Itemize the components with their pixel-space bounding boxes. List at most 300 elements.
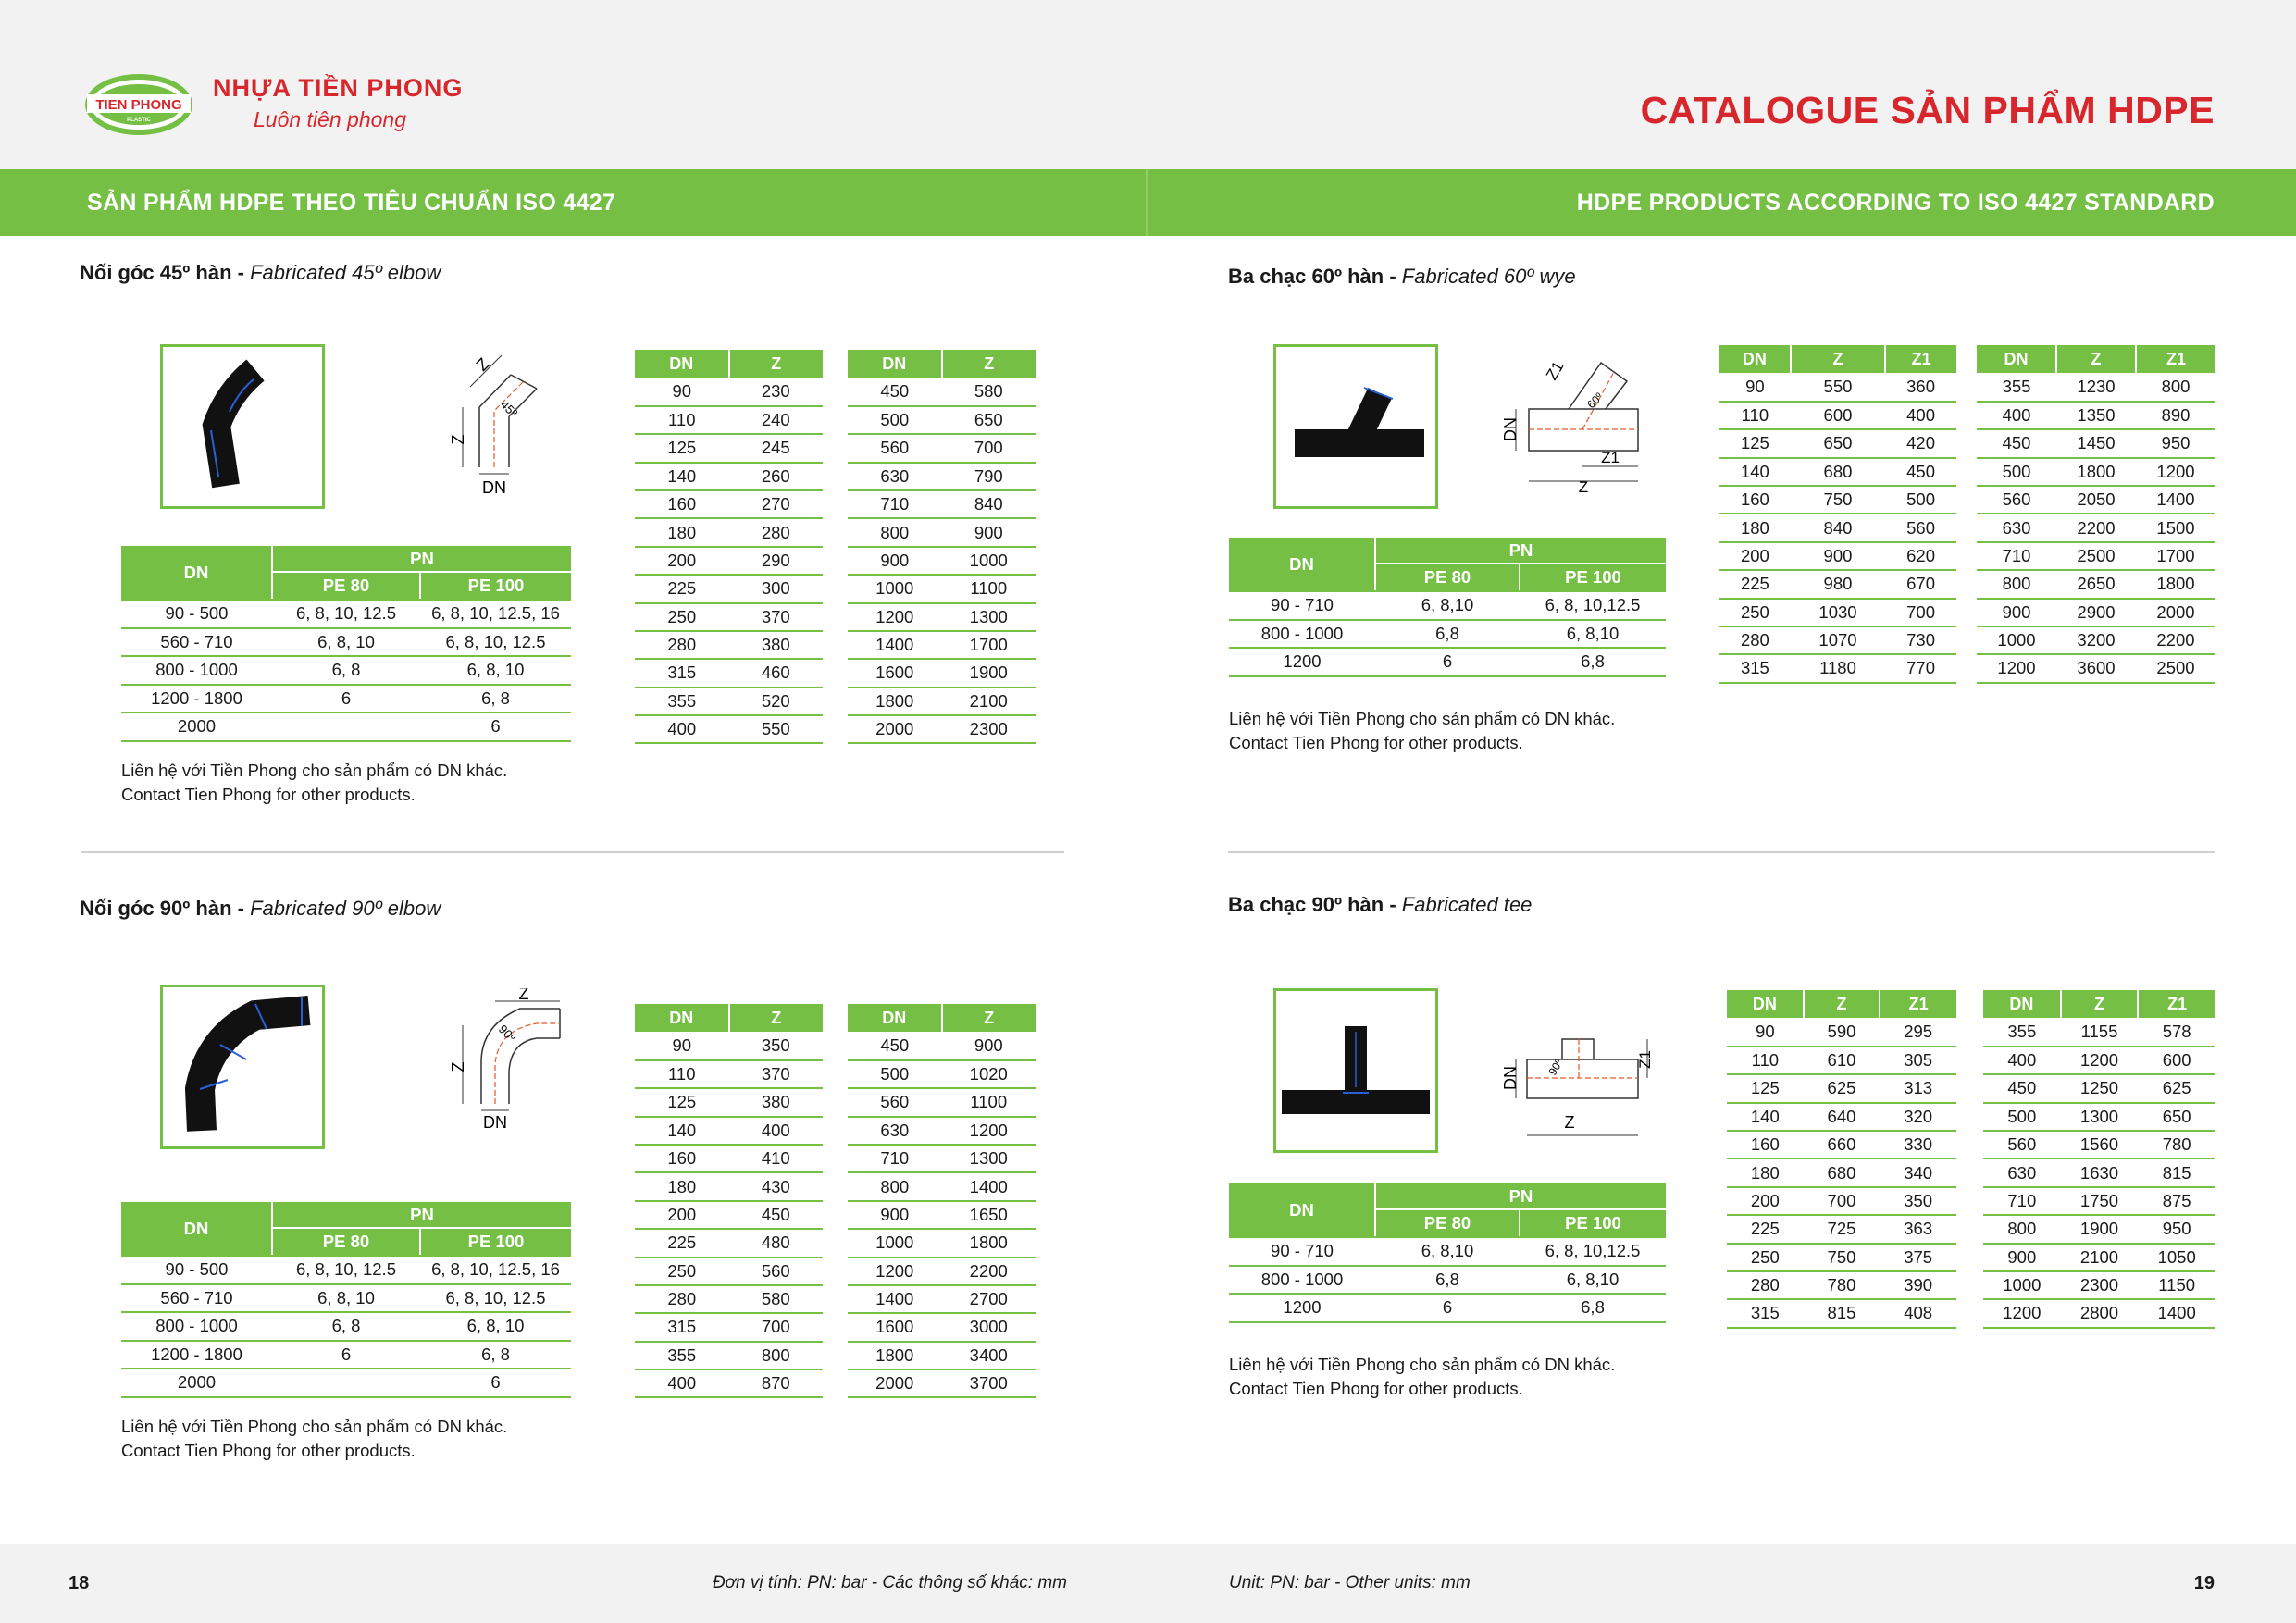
elbow90-title-vi: Nối góc 90º hàn -	[80, 897, 251, 920]
table-row	[1983, 1018, 2215, 1046]
table-cell: 1200	[1983, 1299, 2061, 1327]
table-cell: 680	[1791, 458, 1885, 486]
table-row	[121, 1369, 571, 1397]
table-cell: 90	[1719, 373, 1791, 401]
note-vi: Liên hệ với Tiền Phong cho sản phẩm có DN khác.	[1229, 709, 1616, 728]
table-cell: 90 - 710	[1229, 591, 1375, 620]
table-cell: 1300	[942, 603, 1036, 631]
table-cell: 560	[1885, 514, 1956, 541]
table-cell: 500	[848, 406, 942, 434]
table-cell: 725	[1804, 1215, 1880, 1243]
table-cell: 6,8	[1375, 620, 1520, 649]
table-cell: 125	[635, 434, 729, 462]
table-cell: 900	[942, 1032, 1036, 1059]
table-cell: 1400	[2136, 486, 2215, 514]
table-cell: 710	[848, 490, 942, 518]
table-row	[1727, 1299, 1956, 1327]
table-row	[1719, 542, 1956, 570]
table-cell: 630	[1983, 1158, 2061, 1186]
table-cell: 355	[635, 688, 729, 715]
table-cell: 800	[729, 1342, 824, 1369]
table-cell: 450	[1983, 1074, 2061, 1102]
tee90-angle-label: 90º	[1545, 1057, 1566, 1078]
table-cell: 800 - 1000	[121, 656, 272, 685]
table-cell: 700	[1804, 1187, 1880, 1215]
wye60-diagram	[1490, 344, 1657, 502]
table-cell: 6, 8, 10	[272, 628, 420, 657]
table-cell: 1900	[2061, 1215, 2139, 1243]
table-row	[121, 685, 571, 713]
table-cell: 363	[1880, 1215, 1956, 1243]
dzz-z-header: Z	[2061, 990, 2139, 1018]
table-cell: 315	[1719, 654, 1791, 682]
table-cell: 6	[272, 1341, 420, 1369]
table-cell: 670	[1885, 570, 1956, 598]
tee90-dzz-table-left	[1727, 990, 1956, 1329]
pe80-header: PE 80	[272, 572, 420, 600]
table-cell: 1100	[942, 575, 1036, 602]
table-cell: 6	[420, 1369, 571, 1397]
table-cell: 6, 8, 10	[420, 656, 571, 685]
dz-z-header: Z	[729, 350, 824, 378]
table-cell: 375	[1880, 1244, 1956, 1271]
table-cell: 2200	[2056, 514, 2136, 541]
table-cell: 6	[420, 712, 571, 741]
table-cell: 590	[1804, 1018, 1880, 1046]
table-row	[1719, 599, 1956, 626]
catalog-title: CATALOGUE SẢN PHẨM HDPE	[1640, 89, 2215, 131]
elbow90-dz-table-right	[848, 1004, 1036, 1398]
table-cell: 400	[1983, 1047, 2061, 1074]
table-cell: 6, 8, 10, 12.5	[272, 600, 420, 628]
table-cell: 400	[635, 715, 729, 743]
table-row	[1983, 1074, 2215, 1102]
table-cell: 1030	[1791, 599, 1885, 626]
table-row	[848, 1117, 1036, 1145]
table-row	[635, 1369, 823, 1397]
table-cell: 90	[635, 378, 729, 405]
table-cell: 355	[1977, 373, 2056, 401]
table-cell: 2000	[848, 715, 942, 743]
table-cell: 450	[1977, 429, 2056, 457]
table-cell: 800 - 1000	[1229, 1266, 1375, 1295]
table-cell: 480	[729, 1229, 824, 1257]
dzz-dn-header: DN	[1727, 990, 1804, 1018]
table-row	[121, 628, 571, 657]
pe100-header: PE 100	[420, 572, 571, 600]
pn-dn-header: DN	[1229, 1183, 1375, 1237]
pe100-header: PE 100	[1520, 1209, 1666, 1237]
table-row	[848, 463, 1036, 490]
table-row	[635, 378, 823, 405]
tee90-title-en: Fabricated tee	[1401, 893, 1533, 916]
table-row	[1719, 570, 1956, 598]
table-cell: 450	[1885, 458, 1956, 486]
table-cell: 1180	[1791, 654, 1885, 682]
tee90-z1-label: Z1	[1636, 1050, 1654, 1069]
table-row	[121, 1284, 571, 1313]
table-cell: 630	[848, 1117, 942, 1145]
table-row	[848, 1032, 1036, 1059]
table-cell: 500	[848, 1060, 942, 1088]
elbow90-pn-table	[121, 1202, 571, 1398]
table-cell: 1000	[848, 575, 942, 602]
elbow45-title	[80, 261, 441, 285]
wye60-title-en: Fabricated 60º wye	[1401, 265, 1576, 288]
table-row	[121, 1341, 571, 1369]
table-cell: 260	[729, 463, 824, 490]
table-cell: 400	[729, 1117, 824, 1145]
wye60-z1-top-label: Z1	[1543, 358, 1568, 383]
table-row	[1229, 1266, 1666, 1295]
table-cell: 1200	[1229, 1294, 1375, 1322]
table-cell: 1020	[942, 1060, 1036, 1088]
table-cell: 1650	[942, 1201, 1036, 1229]
table-row	[1719, 486, 1956, 514]
table-row	[635, 406, 823, 434]
table-row	[635, 490, 823, 518]
footer-band	[0, 1544, 2296, 1623]
table-row	[848, 603, 1036, 631]
table-row	[1727, 1018, 1956, 1046]
table-cell: 560	[1983, 1131, 2061, 1158]
table-cell: 730	[1885, 626, 1956, 654]
table-cell: 1400	[848, 1285, 942, 1313]
table-cell: 900	[848, 547, 942, 575]
table-cell: 295	[1880, 1018, 1956, 1046]
dzz-z1-header: Z1	[1880, 990, 1956, 1018]
table-cell: 430	[729, 1172, 824, 1200]
note-en: Contact Tien Phong for other products.	[1229, 1379, 1523, 1398]
table-cell: 250	[635, 603, 729, 631]
table-cell: 1200	[942, 1117, 1036, 1145]
table-cell: 3400	[942, 1342, 1036, 1369]
table-row	[1727, 1047, 1956, 1074]
table-cell: 140	[635, 463, 729, 490]
table-row	[848, 1313, 1036, 1341]
page-number-right: 19	[2193, 1573, 2215, 1593]
elbow45-product-icon	[163, 347, 322, 506]
elbow45-pn-table	[121, 546, 571, 742]
table-cell: 125	[1719, 429, 1791, 457]
table-cell: 160	[635, 1145, 729, 1172]
table-cell: 1600	[848, 659, 942, 687]
table-cell: 1800	[848, 1342, 942, 1369]
elbow45-z-label-top: Z	[472, 353, 493, 375]
table-cell: 90	[1727, 1018, 1804, 1046]
table-row	[635, 575, 823, 602]
table-cell: 180	[635, 1172, 729, 1200]
table-cell: 620	[1885, 542, 1956, 570]
table-cell: 900	[848, 1201, 942, 1229]
table-cell: 2000	[121, 712, 272, 741]
table-cell: 1700	[2136, 542, 2215, 570]
table-row	[635, 1285, 823, 1313]
table-cell: 110	[1719, 402, 1791, 429]
table-row	[1727, 1244, 1956, 1271]
table-row	[848, 547, 1036, 575]
table-cell: 160	[1719, 486, 1791, 514]
dz-z-header: Z	[942, 350, 1036, 378]
elbow45-dz-table-left	[635, 350, 823, 744]
table-cell: 680	[1804, 1158, 1880, 1186]
dzz-z-header: Z	[2056, 345, 2136, 373]
pn-header: PN	[272, 546, 571, 572]
table-cell: 700	[729, 1313, 824, 1341]
table-cell: 90	[635, 1032, 729, 1059]
table-row	[848, 715, 1036, 743]
pe100-header: PE 100	[420, 1228, 571, 1256]
tien-phong-logo-icon	[83, 72, 194, 137]
table-cell: 1070	[1791, 626, 1885, 654]
table-cell: 200	[635, 547, 729, 575]
page-number-left: 18	[68, 1573, 90, 1593]
unit-note-en: Unit: PN: bar - Other units: mm	[1229, 1573, 1471, 1592]
table-row	[848, 434, 1036, 462]
dz-dn-header: DN	[848, 1004, 942, 1032]
table-cell: 2500	[2136, 654, 2215, 682]
table-row	[1977, 373, 2215, 401]
table-cell: 580	[942, 378, 1036, 405]
table-cell: 240	[729, 406, 824, 434]
table-cell: 660	[1804, 1131, 1880, 1158]
table-row	[121, 600, 571, 628]
table-cell: 580	[729, 1285, 824, 1313]
table-row	[121, 1256, 571, 1284]
table-cell: 840	[1791, 514, 1885, 541]
table-row	[635, 1313, 823, 1341]
table-row	[635, 603, 823, 631]
wye60-z1-label: Z1	[1601, 449, 1620, 466]
dzz-dn-header: DN	[1719, 345, 1791, 373]
table-cell: 2000	[121, 1369, 272, 1397]
table-cell: 2000	[2136, 599, 2215, 626]
table-cell: 460	[729, 659, 824, 687]
table-cell: 160	[1727, 1131, 1804, 1158]
table-cell: 800	[2136, 373, 2215, 401]
table-cell: 305	[1880, 1047, 1956, 1074]
table-cell: 225	[635, 575, 729, 602]
table-cell: 1200	[848, 603, 942, 631]
table-cell: 3200	[2056, 626, 2136, 654]
elbow90-angle-label: 90º	[495, 1022, 519, 1045]
table-row	[848, 1285, 1036, 1313]
table-cell: 750	[1804, 1244, 1880, 1271]
table-cell: 1200	[1229, 648, 1375, 676]
table-row	[848, 1145, 1036, 1172]
table-cell: 140	[635, 1117, 729, 1145]
table-cell: 180	[1727, 1158, 1804, 1186]
table-cell: 1250	[2061, 1074, 2139, 1102]
table-row	[848, 490, 1036, 518]
table-row	[635, 1117, 823, 1145]
tee90-title	[1228, 893, 1532, 917]
logo-text: TIEN PHONG	[95, 97, 182, 113]
table-cell: 630	[848, 463, 942, 490]
table-row	[1719, 429, 1956, 457]
table-cell: 110	[1727, 1047, 1804, 1074]
table-cell: 250	[1727, 1244, 1804, 1271]
table-cell: 1400	[2138, 1299, 2215, 1327]
table-row	[848, 1172, 1036, 1200]
table-cell	[272, 1369, 420, 1397]
table-cell: 6, 8, 10, 12.5	[272, 1256, 420, 1284]
table-cell: 1155	[2061, 1018, 2139, 1046]
table-row	[635, 715, 823, 743]
wye60-z-label: Z	[1578, 478, 1589, 496]
table-cell: 1230	[2056, 373, 2136, 401]
table-cell: 710	[848, 1145, 942, 1172]
table-cell: 180	[1719, 514, 1791, 541]
pn-header: PN	[1375, 1183, 1666, 1209]
table-row	[1983, 1158, 2215, 1186]
elbow45-angle-label: 45º	[497, 397, 521, 420]
table-cell: 800 - 1000	[121, 1312, 272, 1341]
wye60-title-vi: Ba chạc 60º hàn -	[1228, 265, 1402, 288]
table-cell: 370	[729, 603, 824, 631]
table-row	[848, 1369, 1036, 1397]
table-row	[1229, 620, 1666, 649]
table-row	[848, 688, 1036, 715]
table-row	[1977, 599, 2215, 626]
table-row	[848, 659, 1036, 687]
table-cell: 800	[1983, 1215, 2061, 1243]
table-row	[1727, 1103, 1956, 1131]
table-cell: 315	[635, 1313, 729, 1341]
wye60-dzz-table-left	[1719, 345, 1956, 684]
table-cell: 450	[848, 378, 942, 405]
table-cell: 790	[942, 463, 1036, 490]
table-cell: 6, 8,10	[1520, 1266, 1666, 1295]
pe80-header: PE 80	[1375, 564, 1520, 591]
dz-z-header: Z	[729, 1004, 824, 1032]
table-cell: 140	[1719, 458, 1791, 486]
table-row	[848, 1060, 1036, 1088]
table-cell: 2200	[2136, 626, 2215, 654]
table-cell: 390	[1880, 1271, 1956, 1299]
table-cell: 800	[848, 518, 942, 546]
table-cell: 280	[635, 631, 729, 659]
table-row	[1719, 373, 1956, 401]
unit-note-vi: Đơn vị tính: PN: bar - Các thông số khác: mm	[712, 1573, 1067, 1592]
table-cell: 2200	[942, 1258, 1036, 1285]
table-cell: 1300	[942, 1145, 1036, 1172]
tee90-diagram	[1490, 1022, 1657, 1152]
table-row	[635, 1342, 823, 1369]
elbow90-product-icon	[163, 987, 322, 1146]
table-cell: 2300	[942, 715, 1036, 743]
table-cell: 625	[1804, 1074, 1880, 1102]
elbow90-dn-label: DN	[483, 1113, 507, 1132]
wye60-angle-label: 60º	[1584, 390, 1606, 412]
table-row	[1727, 1131, 1956, 1158]
table-row	[848, 406, 1036, 434]
note-vi: Liên hệ với Tiền Phong cho sản phẩm có DN khác.	[121, 1417, 508, 1436]
table-cell: 225	[1727, 1215, 1804, 1243]
table-cell: 160	[635, 490, 729, 518]
table-cell: 1000	[1977, 626, 2056, 654]
wye60-pn-table	[1229, 538, 1666, 677]
table-row	[1229, 648, 1666, 676]
pn-header: PN	[1375, 538, 1666, 564]
table-cell: 1000	[848, 1229, 942, 1257]
table-row	[635, 1172, 823, 1200]
tee90-dn-label: DN	[1501, 1066, 1520, 1090]
table-cell: 180	[635, 518, 729, 546]
table-row	[121, 712, 571, 741]
table-row	[635, 1145, 823, 1172]
table-row	[635, 1032, 823, 1059]
table-cell: 2100	[2061, 1244, 2139, 1271]
table-cell: 380	[729, 1088, 824, 1116]
table-row	[1719, 514, 1956, 541]
table-cell: 650	[1791, 429, 1885, 457]
table-cell: 650	[942, 406, 1036, 434]
table-cell: 6	[1375, 1294, 1520, 1322]
table-cell: 110	[635, 406, 729, 434]
table-cell: 125	[1727, 1074, 1804, 1102]
table-cell: 400	[635, 1369, 729, 1397]
band-title-vi: SẢN PHẨM HDPE THEO TIÊU CHUẨN ISO 4427	[87, 190, 616, 216]
table-row	[1983, 1244, 2215, 1271]
table-cell: 610	[1804, 1047, 1880, 1074]
pn-dn-header: DN	[1229, 538, 1375, 591]
table-cell: 1630	[2061, 1158, 2139, 1186]
pe80-header: PE 80	[1375, 1209, 1520, 1237]
note-en: Contact Tien Phong for other products.	[1229, 733, 1523, 752]
table-cell: 840	[942, 490, 1036, 518]
table-cell: 625	[2138, 1074, 2215, 1102]
table-row	[635, 659, 823, 687]
table-cell: 355	[1983, 1018, 2061, 1046]
table-row	[1983, 1271, 2215, 1299]
table-cell: 500	[1983, 1103, 2061, 1131]
table-row	[121, 656, 571, 685]
dzz-z-header: Z	[1791, 345, 1885, 373]
table-cell: 500	[1885, 486, 1956, 514]
table-cell: 560 - 710	[121, 628, 272, 657]
table-cell: 6, 8,10	[1375, 1237, 1520, 1266]
table-cell: 315	[1727, 1299, 1804, 1327]
table-cell: 900	[1977, 599, 2056, 626]
table-cell: 330	[1880, 1131, 1956, 1158]
table-row	[635, 463, 823, 490]
table-cell: 400	[1885, 402, 1956, 429]
table-cell: 630	[1977, 514, 2056, 541]
table-cell: 200	[1727, 1187, 1804, 1215]
table-row	[1983, 1047, 2215, 1074]
table-cell: 6,8	[1520, 648, 1666, 676]
wye60-dn-label: DN	[1501, 417, 1520, 441]
elbow90-diagram	[435, 988, 574, 1136]
table-cell: 6, 8, 10, 12.5	[420, 1284, 571, 1313]
elbow90-z-label: Z	[449, 1061, 467, 1072]
table-row	[1727, 1158, 1956, 1186]
table-row	[848, 1258, 1036, 1285]
table-cell: 3600	[2056, 654, 2136, 682]
elbow90-note	[121, 1415, 507, 1463]
table-cell: 6, 8	[420, 685, 571, 713]
tee90-note	[1229, 1353, 1615, 1401]
elbow45-note	[121, 759, 507, 807]
table-cell: 6, 8, 10, 12.5	[420, 628, 571, 657]
dz-dn-header: DN	[848, 350, 942, 378]
table-cell: 400	[1977, 402, 2056, 429]
table-row	[635, 1229, 823, 1257]
table-cell: 280	[729, 518, 824, 546]
table-row	[848, 1229, 1036, 1257]
table-cell: 370	[729, 1060, 824, 1088]
